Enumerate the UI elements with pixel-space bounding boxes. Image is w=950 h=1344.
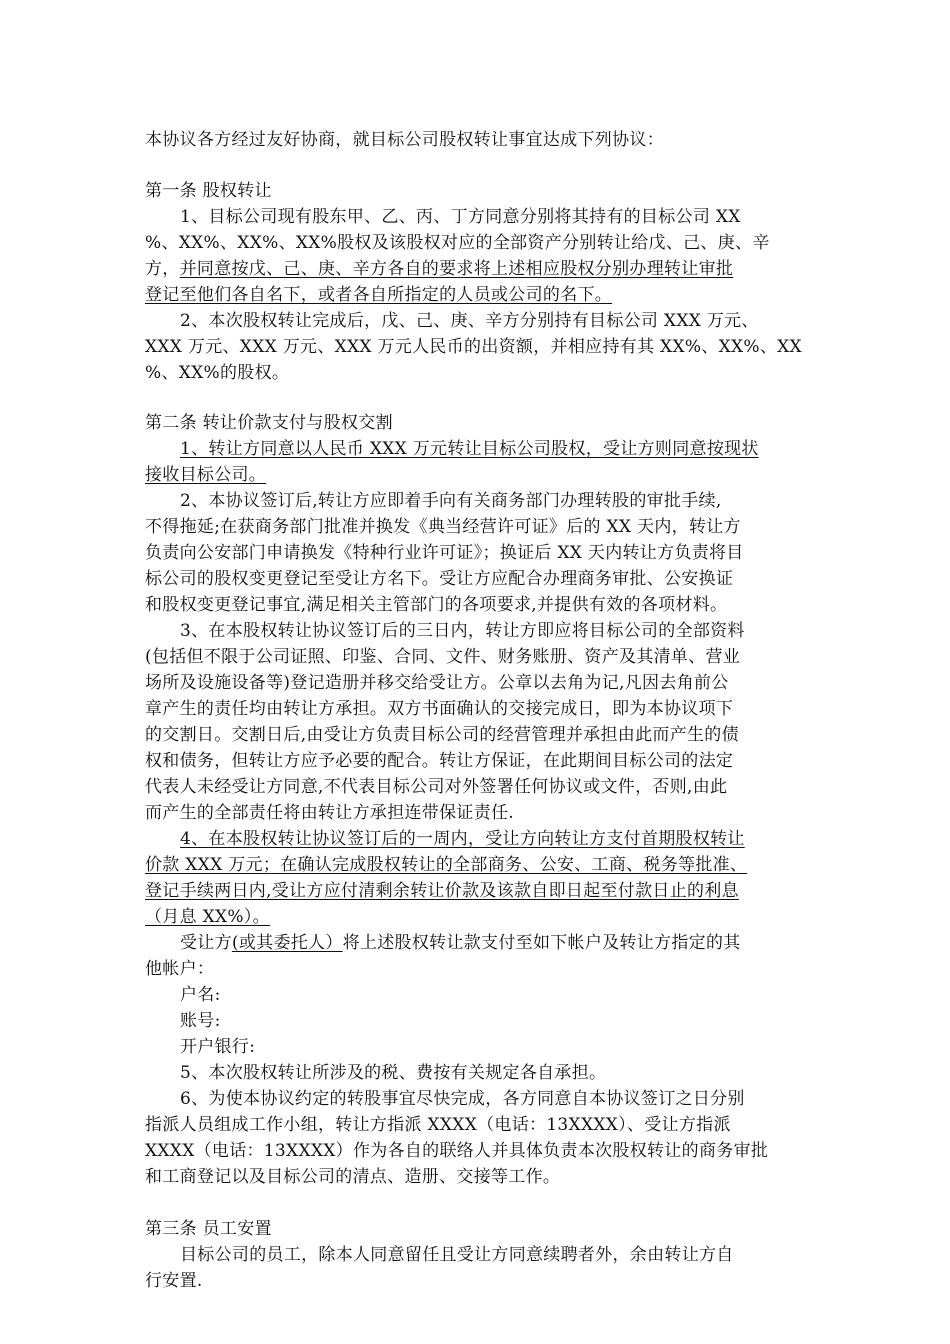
article-3-heading: 第三条 员工安置 <box>145 1219 272 1239</box>
article-2-p4-line <box>145 878 739 904</box>
article-2-p7-line: 指派人员组成工作小组，转让方指派 XXXX（电话：13XXXX）、受让方指派 <box>145 1115 731 1135</box>
underlined-text: 接收目标公司。 <box>145 465 267 485</box>
article-2-p2-line: 和股权变更登记事宜,满足相关主管部门的各项要求,并提供有效的各项材料。 <box>145 595 728 615</box>
article-2-p3-line: 场所及设施设备等)登记造册并移交给受让方。公章以去角为记,凡因去角前公 <box>145 673 729 693</box>
article-2-p4-line <box>145 852 747 878</box>
article-3-p1-line: 行安置. <box>145 1271 203 1291</box>
underlined-text: 登记至他们各自名下，或者各自所指定的人员或公司的名下。 <box>145 285 613 305</box>
account-bank-field: 开户银行: <box>180 1037 256 1057</box>
article-2-p3-line: 而产生的全部责任将由转让方承担连带保证责任. <box>145 803 515 823</box>
underlined-text: 4、在本股权转让协议签订后的一周内，受让方向转让方支付首期股权转让 <box>180 829 745 849</box>
text-segment: 将上述股权转让款支付至如下帐户及转让方指定的其 <box>342 933 741 953</box>
underlined-text: 登记手续两日内,受让方应付清剩余转让价款及该款自即日起至付款日止的利息 <box>145 881 739 901</box>
article-2-p2-line: 2、本协议签订后,转让方应即着手向有关商务部门办理转股的审批手续, <box>180 491 722 511</box>
article-2-p1-line <box>180 436 759 462</box>
underlined-text: （月息 XX%）。 <box>145 907 270 927</box>
underlined-text: 并同意按戊、己、庚、辛方各自的要求将上述相应股权分别办理转让审批 <box>179 259 734 279</box>
article-2-p2-line: 标公司的股权变更登记至受让方名下。受让方应配合办理商务审批、公安换证 <box>145 569 734 589</box>
text-segment: 方， <box>145 259 180 279</box>
article-1-p1-line <box>145 282 612 308</box>
article-2-p3-line: (包括但不限于公司证照、印鉴、合同、文件、财务账册、资产及其清单、营业 <box>145 647 741 667</box>
article-2-p4-line <box>145 904 270 930</box>
article-2-p5-line: 他帐户： <box>145 959 215 979</box>
intro-paragraph: 本协议各方经过友好协商，就目标公司股权转让事宜达成下列协议： <box>145 130 664 150</box>
underlined-text: (或其委托人） <box>231 933 343 953</box>
article-2-p3-line: 3、在本股权转让协议签订后的三日内，转让方即应将目标公司的全部资料 <box>180 621 745 641</box>
article-2-p7-line: XXXX（电话：13XXXX）作为各自的联络人并具体负责本次股权转让的商务审批 <box>145 1141 769 1161</box>
article-2-p3-line: 章产生的责任均由转让方承担。双方书面确认的交接完成日，即为本协议项下 <box>145 699 734 719</box>
article-2-p1-line <box>145 462 266 488</box>
article-2-p5-line <box>180 930 741 956</box>
article-1-p1-line <box>145 256 733 282</box>
article-1-p2-line: %、XX%的股权。 <box>145 363 290 383</box>
article-2-p3-line: 的交割日。交割日后,由受让方负责目标公司的经营管理并承担由此而产生的债 <box>145 725 739 745</box>
article-1-p1-line: 1、目标公司现有股东甲、乙、丙、丁方同意分别将其持有的目标公司 XX <box>180 207 741 227</box>
text-segment: 受让方 <box>180 933 232 953</box>
article-1-heading: 第一条 股权转让 <box>145 181 272 201</box>
article-3-p1-line: 目标公司的员工，除本人同意留任且受让方同意续聘者外，余由转让方自 <box>180 1245 734 1265</box>
article-2-p4-line <box>180 826 745 852</box>
article-1-p2-line: XXX 万元、XXX 万元、XXX 万元人民币的出资额，并相应持有其 XX%、XX%、XX <box>145 337 802 357</box>
underlined-text: 价款 XXX 万元；在确认完成股权转让的全部商务、公安、工商、税务等批准、 <box>145 855 748 875</box>
article-2-p2-line: 不得拖延;在获商务部门批准并换发《典当经营许可证》后的 XX 天内，转让方 <box>145 517 741 537</box>
article-1-p1-line: %、XX%、XX%、XX%股权及该股权对应的全部资产分别转让给戊、己、庚、辛 <box>145 233 770 253</box>
article-2-p7-line: 和工商登记以及目标公司的清点、造册、交接等工作。 <box>145 1167 561 1187</box>
article-2-heading: 第二条 转让价款支付与股权交割 <box>145 413 393 433</box>
account-name-field: 户名: <box>180 985 221 1005</box>
account-number-field: 账号: <box>180 1011 221 1031</box>
article-2-p3-line: 权和债务，但转让方应予必要的配合。转让方保证，在此期间目标公司的法定 <box>145 751 734 771</box>
article-2-p3-line: 代表人未经受让方同意,不代表目标公司对外签署任何协议或文件，否则,由此 <box>145 777 728 797</box>
underlined-text: 1、转让方同意以人民币 XXX 万元转让目标公司股权，受让方则同意按现状 <box>180 439 759 459</box>
article-2-p2-line: 负责向公安部门申请换发《特种行业许可证》；换证后 XX 天内转让方负责将目 <box>145 543 744 563</box>
article-2-p6-line: 5、本次股权转让所涉及的税、费按有关规定各自承担。 <box>180 1063 607 1083</box>
article-1-p2-line: 2、本次股权转让完成后，戊、己、庚、辛方分别持有目标公司 XXX 万元、 <box>180 311 759 331</box>
article-2-p7-line: 6、为使本协议约定的转股事宜尽快完成，各方同意自本协议签订之日分别 <box>180 1089 745 1109</box>
